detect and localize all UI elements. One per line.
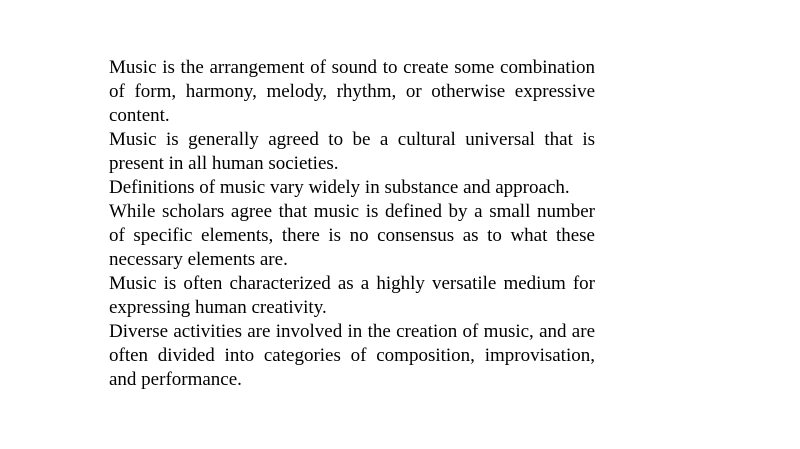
- text-body: [109, 56, 595, 392]
- paragraph-definition: Music is the arrangement of sound to create some combination of form, harmony, melody, rhythm, or otherwise expressive content.: [109, 57, 595, 126]
- paragraph-activities: Diverse activities are involved in the creation of music, and are often divided into categories of composition, improvisation, and performance.: [109, 321, 595, 390]
- paragraph-definitions-vary: Definitions of music vary widely in substance and approach.: [109, 177, 570, 198]
- paragraph-elements: While scholars agree that music is defined by a small number of specific elements, there is no consensus as to what these necessary elements are.: [109, 201, 595, 270]
- paragraph-universal: Music is generally agreed to be a cultural universal that is present in all human societies.: [109, 129, 595, 174]
- paragraph-creativity: Music is often characterized as a highly versatile medium for expressing human creativity.: [109, 273, 595, 318]
